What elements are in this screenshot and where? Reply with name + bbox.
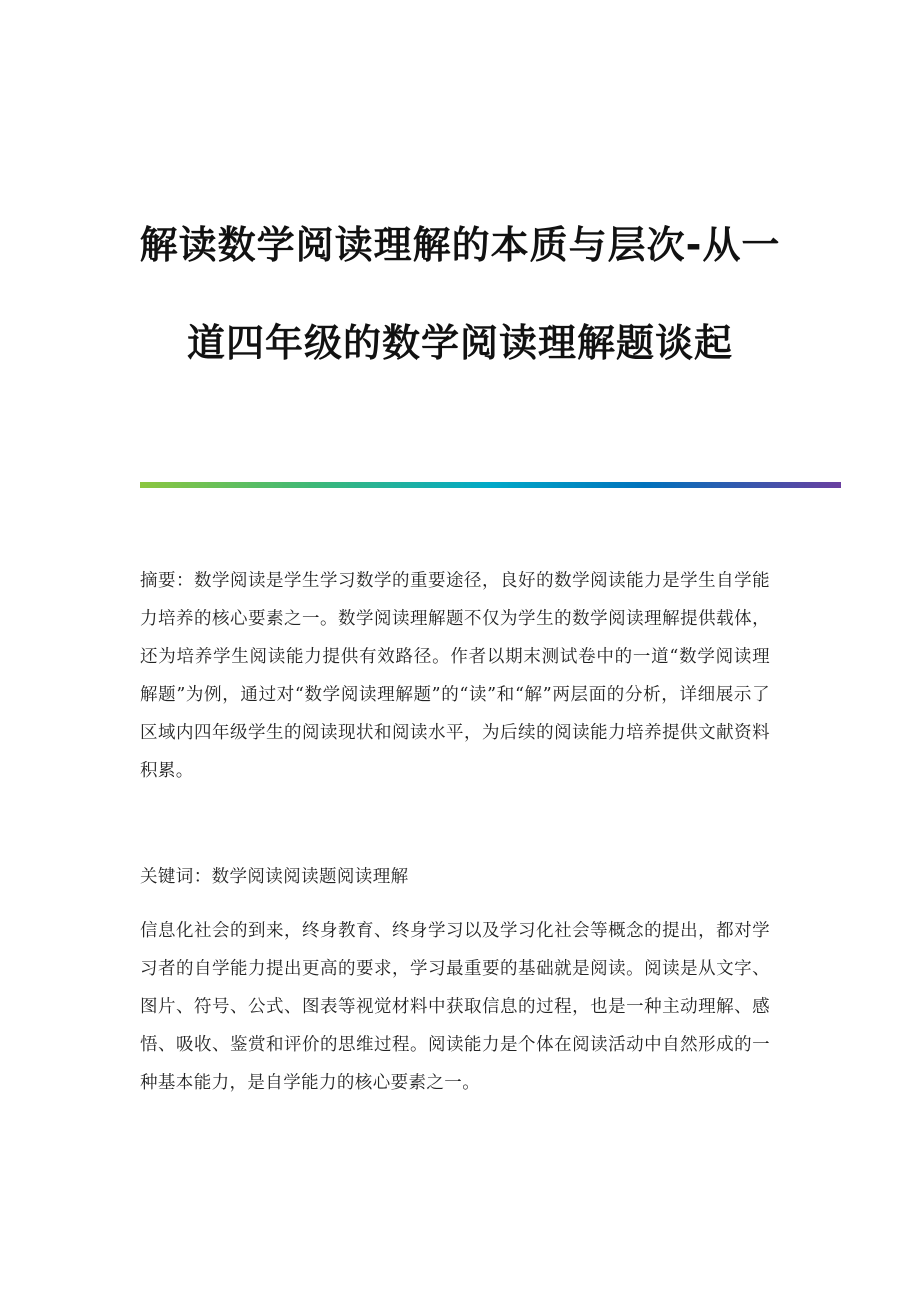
document-title-line-2: 道四年级的数学阅读理解题谈起: [186, 321, 733, 365]
intro-paragraph: 信息化社会的到来，终身教育、终身学习以及学习化社会等概念的提出，都对学习者的自学能力提出更高的要求，学习最重要的基础就是阅读。阅读是从文字、图片、符号、公式、图表等视觉材料中获取信息的过程，也是一种主动理解、感悟、吸收、鉴赏和评价的思维过程。阅读能力是个体在阅读活动中自然形成的一种基本能力，是自学能力的核心要素之一。: [140, 921, 770, 1093]
abstract-paragraph: 摘要：数学阅读是学生学习数学的重要途径，良好的数学阅读能力是学生自学能力培养的核心要素之一。数学阅读理解题不仅为学生的数学阅读理解提供载体，还为培养学生阅读能力提供有效路径。作者以期末测试卷中的一道“数学阅读理解题”为例，通过对“数学阅读理解题”的“读”和“解”两层面的分析，详细展示了区域内四年级学生的阅读现状和阅读水平，为后续的阅读能力培养提供文献资料积累。: [140, 571, 770, 781]
title-divider: [140, 482, 841, 488]
document-title-line-1: 解读数学阅读理解的本质与层次-从一: [139, 223, 781, 267]
keywords-paragraph: 关键词：数学阅读阅读题阅读理解: [140, 867, 409, 887]
